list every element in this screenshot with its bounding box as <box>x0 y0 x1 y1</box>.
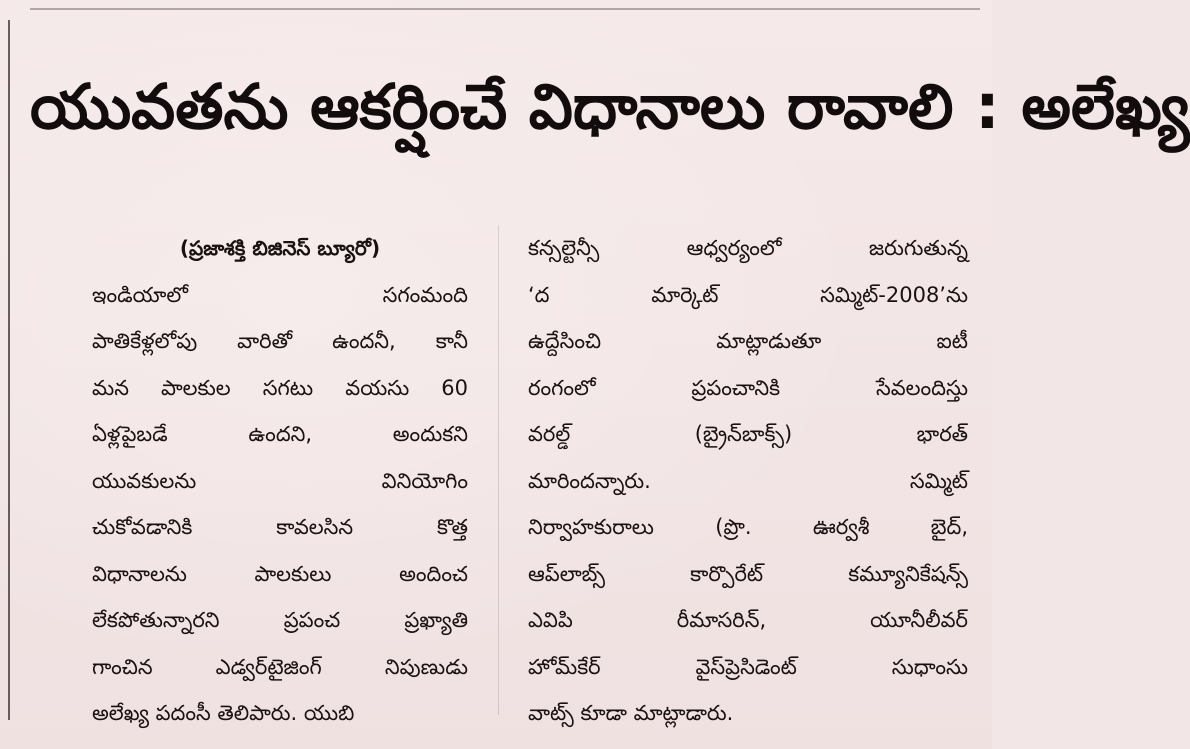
article-line: అలేఖ్య పదంసీ తెలిపారు. యుబి <box>92 701 355 725</box>
article-line: ఇండియాలో సగంమంది <box>92 282 468 307</box>
article-line: ఎవిపి రీమాసరిన్, యూనీలీవర్ <box>528 608 968 632</box>
article-line: హోమ్‌కేర్ వైస్‌ప్రెసిడెంట్ సుధాంసు <box>528 654 968 679</box>
article-line: పాతికేళ్లలోపు వారితో ఉందనీ, కానీ <box>92 329 468 353</box>
article-line: చుకోవడానికి కావలసిన కొత్త <box>92 515 468 539</box>
article-line: రంగంలో ప్రపంచానికి సేవలందిస్తు <box>528 375 968 400</box>
article-line: వరల్డ్ (బ్రైన్‌బాక్స్) భారత్ <box>528 422 968 446</box>
top-rule <box>30 8 980 10</box>
article-line: మన పాలకుల సగటు వయసు 60 <box>92 375 468 400</box>
article-line: యువకులను వినియోగిం <box>92 468 468 493</box>
bottom-bleed-strip <box>440 700 992 749</box>
article-line: ఉద్దేసించి మాట్లాడుతూ ఐటీ <box>528 329 968 353</box>
article-line: లేకపోతున్నారని ప్రపంచ ప్రఖ్యాతి <box>92 608 468 632</box>
article-line: ఏళ్లపైబడే ఉందని, అందుకని <box>92 422 468 446</box>
article-line: గాంచిన ఎడ్వర్‌టైజింగ్ నిపుణుడు <box>92 654 468 679</box>
article-line: కన్సల్టెన్సీ ఆధ్వర్యంలో జరుగుతున్న <box>528 236 968 260</box>
article-line: నిర్వాహకురాలు (ప్రొ. ఊర్వశీ బైద్, <box>528 515 968 539</box>
article-left-column <box>92 225 468 737</box>
article-line: ‘ద మార్కెట్ సమ్మిట్-2008’ను <box>528 282 968 307</box>
byline: (ప్రజాశక్తి బిజినెస్ బ్యూరో) <box>179 236 381 260</box>
article-line: విధానాలను పాలకులు అందించ <box>92 561 468 586</box>
article-line: మారిందన్నారు. సమ్మిట్ <box>528 468 968 493</box>
article-right-column <box>528 225 968 737</box>
left-column-rule <box>8 20 10 720</box>
article-line: ఆప్‌లాబ్స్ కార్పొరేట్ కమ్యూనికేషన్స్ <box>528 561 968 586</box>
headline: యువతను ఆకర్షించే విధానాలు రావాలి : అలేఖ్య <box>30 70 1190 143</box>
article-line: వాట్స్ కూడా మాట్లాడారు. <box>528 701 734 725</box>
column-divider <box>498 225 499 715</box>
